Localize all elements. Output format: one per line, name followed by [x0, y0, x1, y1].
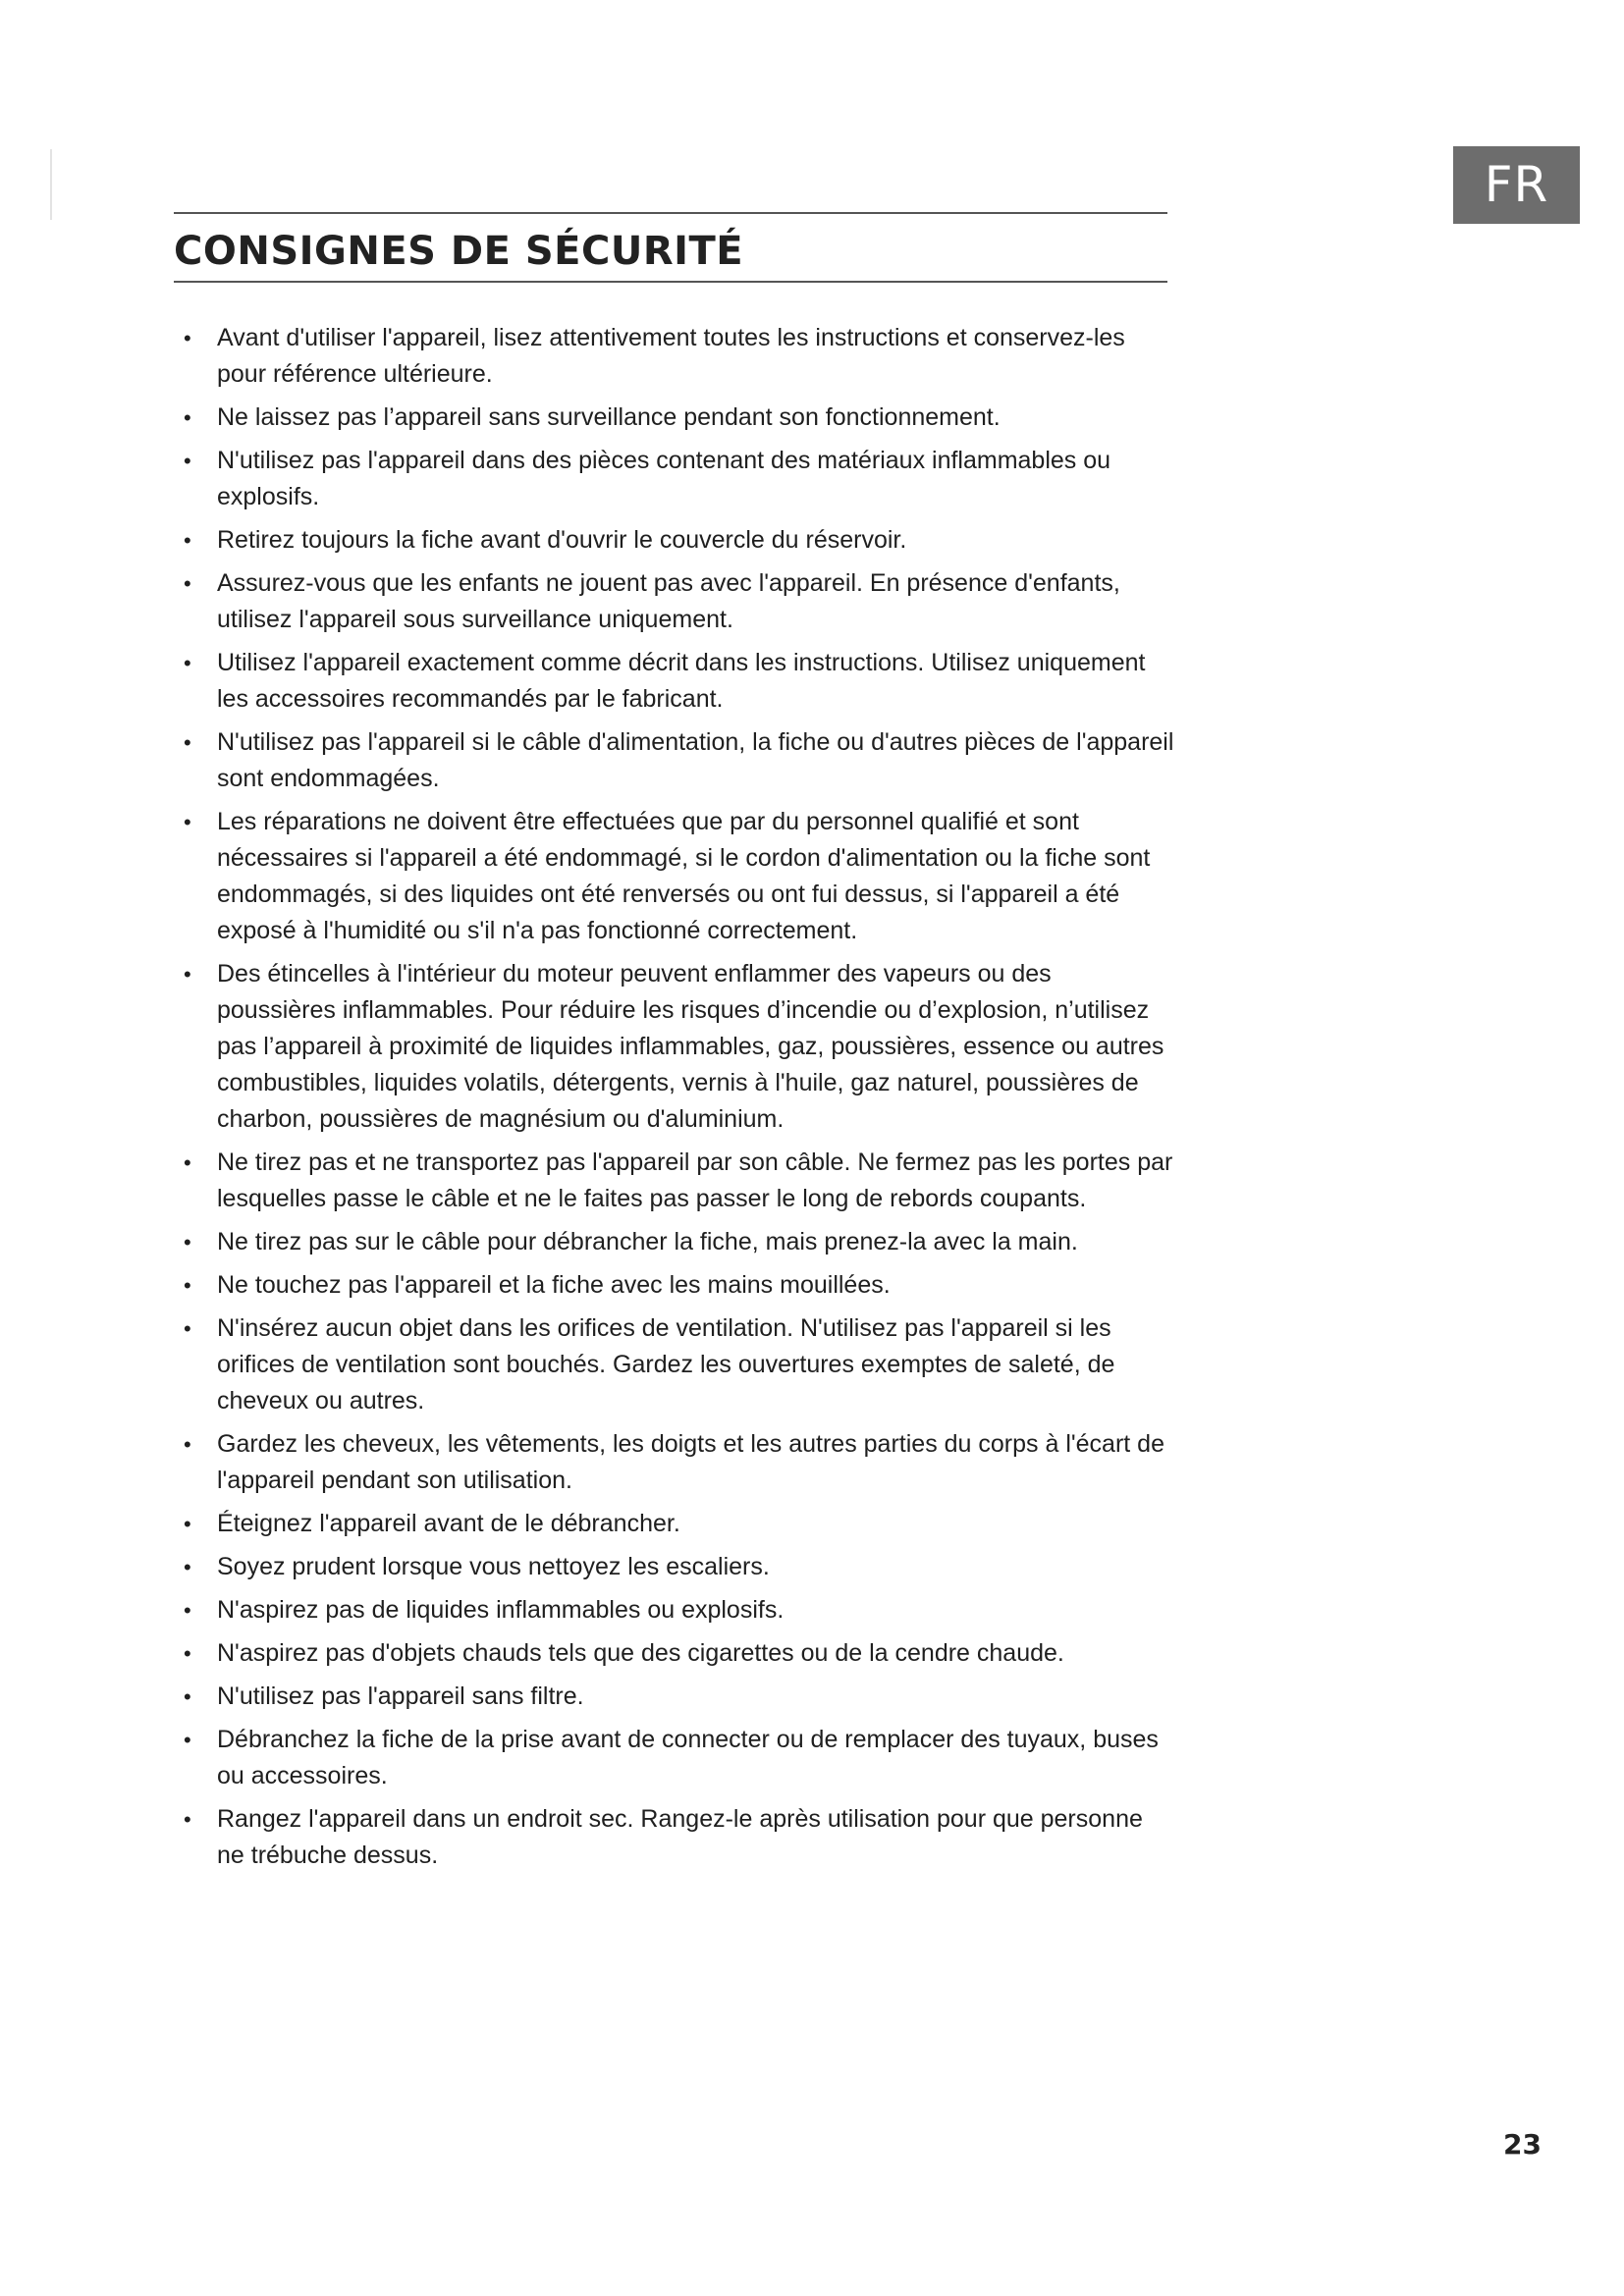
list-item-text: N'utilisez pas l'appareil dans des pièces contenant des matériaux inflammables ou explosifs.	[217, 447, 1111, 510]
list-item-text: Débranchez la fiche de la prise avant de connecter ou de remplacer des tuyaux, buses ou accessoires.	[217, 1726, 1159, 1789]
list-item-text: Éteignez l'appareil avant de le débrancher.	[217, 1510, 680, 1537]
list-item	[174, 1310, 1175, 1419]
list-item	[174, 1267, 1175, 1304]
bullet-icon: •	[184, 651, 191, 675]
list-item-text: Rangez l'appareil dans un endroit sec. Rangez-le après utilisation pour que personne ne trébuche dessus.	[217, 1805, 1143, 1869]
list-item	[174, 443, 1175, 515]
page-margin-line	[50, 149, 52, 220]
list-item	[174, 1635, 1175, 1672]
bullet-icon: •	[184, 1316, 191, 1341]
bullet-icon: •	[184, 1432, 191, 1457]
bullet-icon: •	[184, 1641, 191, 1666]
list-item-text: N'utilisez pas l'appareil sans filtre.	[217, 1682, 584, 1710]
list-item-text: Assurez-vous que les enfants ne jouent pas avec l'appareil. En présence d'enfants, utilisez l'appareil sous surveillance uniquement.	[217, 569, 1120, 633]
list-item	[174, 1592, 1175, 1629]
list-item-text: N'utilisez pas l'appareil si le câble d'alimentation, la fiche ou d'autres pièces de l'appareil sont endommagées.	[217, 728, 1174, 792]
safety-instructions-list	[174, 320, 1175, 1881]
bullet-icon: •	[184, 449, 191, 473]
bullet-icon: •	[184, 1555, 191, 1579]
bullet-icon: •	[184, 810, 191, 834]
page-number: 23	[1503, 2128, 1542, 2161]
bullet-icon: •	[184, 326, 191, 350]
bullet-icon: •	[184, 1512, 191, 1536]
list-item-text: Utilisez l'appareil exactement comme décrit dans les instructions. Utilisez uniquement les accessoires recommandés par le fabricant.	[217, 649, 1146, 713]
list-item	[174, 804, 1175, 949]
list-item	[174, 1224, 1175, 1260]
list-item	[174, 1549, 1175, 1585]
list-item-text: Avant d'utiliser l'appareil, lisez attentivement toutes les instructions et conservez-les pour référence ultérieure.	[217, 324, 1125, 388]
list-item	[174, 320, 1175, 393]
list-item	[174, 956, 1175, 1138]
bullet-icon: •	[184, 1728, 191, 1752]
list-item-text: N'aspirez pas d'objets chauds tels que des cigarettes ou de la cendre chaude.	[217, 1639, 1064, 1667]
bullet-icon: •	[184, 571, 191, 596]
list-item	[174, 565, 1175, 638]
list-item	[174, 724, 1175, 797]
list-item-text: N'aspirez pas de liquides inflammables ou explosifs.	[217, 1596, 785, 1624]
list-item-text: Gardez les cheveux, les vêtements, les doigts et les autres parties du corps à l'écart de l'appareil pendant son utilisation.	[217, 1430, 1164, 1494]
list-item	[174, 400, 1175, 436]
list-item-text: Les réparations ne doivent être effectuées que par du personnel qualifié et sont nécessaires si l'appareil a été endommagé, si le cordon d'alimentation ou la fiche sont endommagés, si des liquides ont été renversés ou ont fui dessus, si l'appareil a été exposé à l'humidité ou s'il n'a pas fonctionné correctement.	[217, 808, 1151, 944]
bullet-icon: •	[184, 962, 191, 987]
list-item-text: Retirez toujours la fiche avant d'ouvrir le couvercle du réservoir.	[217, 526, 907, 554]
bullet-icon: •	[184, 405, 191, 430]
list-item-text: Ne tirez pas et ne transportez pas l'appareil par son câble. Ne fermez pas les portes par lesquelles passe le câble et ne le faites pas passer le long de rebords coupants.	[217, 1148, 1173, 1212]
bullet-icon: •	[184, 1230, 191, 1255]
title-top-rule	[174, 212, 1167, 214]
list-item-text: Des étincelles à l'intérieur du moteur peuvent enflammer des vapeurs ou des poussières inflammables. Pour réduire les risques d’incendie ou d’explosion, n’utilisez pas l’appareil à proximité de liquides inflammables, gaz, poussières, essence ou autres combustibles, liquides volatils, détergents, vernis à l'huile, gaz naturel, poussières de charbon, poussières de magnésium ou d'aluminium.	[217, 960, 1164, 1133]
list-item	[174, 1145, 1175, 1217]
list-item	[174, 1722, 1175, 1794]
list-item-text: Ne tirez pas sur le câble pour débrancher la fiche, mais prenez-la avec la main.	[217, 1228, 1078, 1255]
list-item	[174, 645, 1175, 718]
list-item-text: Soyez prudent lorsque vous nettoyez les escaliers.	[217, 1553, 770, 1580]
list-item	[174, 1801, 1175, 1874]
list-item	[174, 1506, 1175, 1542]
title-bottom-rule	[174, 281, 1167, 283]
list-item-text: N'insérez aucun objet dans les orifices de ventilation. N'utilisez pas l'appareil si les orifices de ventilation sont bouchés. Gardez les ouvertures exemptes de saleté, de cheveux ou autres.	[217, 1314, 1115, 1415]
bullet-icon: •	[184, 1684, 191, 1709]
language-tab: FR	[1453, 146, 1580, 224]
bullet-icon: •	[184, 1150, 191, 1175]
bullet-icon: •	[184, 1273, 191, 1298]
bullet-icon: •	[184, 730, 191, 755]
page-title: CONSIGNES DE SÉCURITÉ	[174, 229, 744, 274]
bullet-icon: •	[184, 1598, 191, 1623]
list-item-text: Ne laissez pas l’appareil sans surveillance pendant son fonctionnement.	[217, 403, 1001, 431]
list-item	[174, 522, 1175, 559]
list-item	[174, 1426, 1175, 1499]
list-item	[174, 1679, 1175, 1715]
bullet-icon: •	[184, 1807, 191, 1832]
bullet-icon: •	[184, 528, 191, 553]
list-item-text: Ne touchez pas l'appareil et la fiche avec les mains mouillées.	[217, 1271, 891, 1299]
